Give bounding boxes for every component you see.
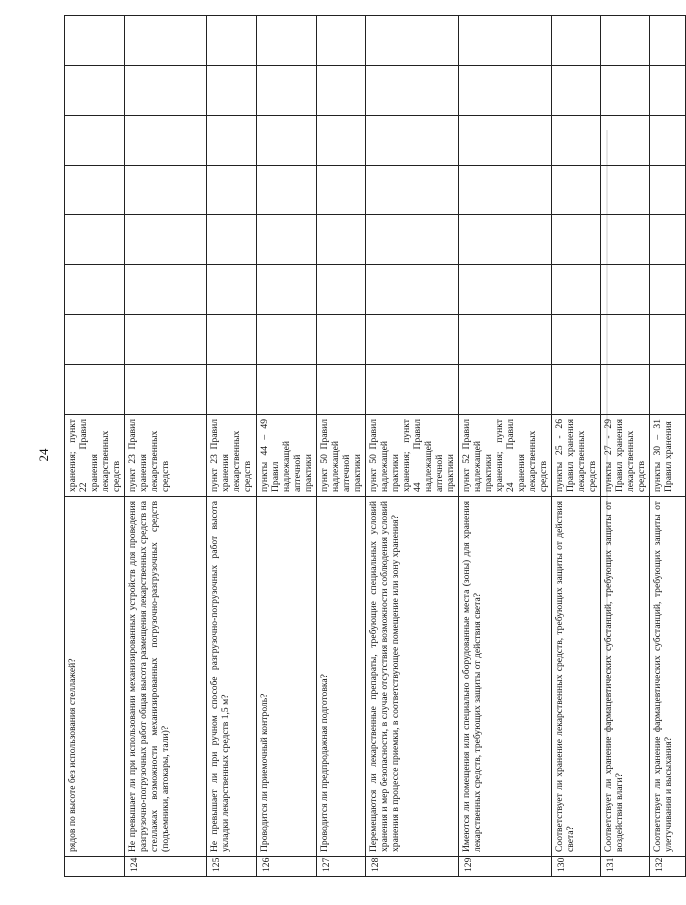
blank-cell xyxy=(366,215,459,265)
blank-cell xyxy=(257,365,317,415)
blank-cell xyxy=(65,65,125,115)
blank-cell xyxy=(552,115,601,165)
blank-cell xyxy=(125,215,207,265)
row-number: 127 xyxy=(317,857,366,877)
blank-cell xyxy=(65,16,125,66)
table-row xyxy=(207,16,257,877)
blank-cell xyxy=(317,265,366,315)
legal-reference: пункты 27 - 29 Правил хранения лекарственных средств xyxy=(601,415,650,497)
blank-cell xyxy=(459,215,552,265)
table-row xyxy=(601,16,650,877)
row-number: 125 xyxy=(207,857,257,877)
blank-cell xyxy=(125,265,207,315)
question-text: Имеются ли помещения или специально оборудованные места (зоны) для хранения лекарственных средств, требующих защиты от действия света? xyxy=(459,497,552,857)
blank-cell xyxy=(207,115,257,165)
legal-reference: пункт 52 Правил надлежащей практики хранения; пункт 24 Правил хранения лекарственных средств xyxy=(459,415,552,497)
legal-reference: хранения; пункт 22 Правил хранения лекарственных средств xyxy=(65,415,125,497)
blank-cell xyxy=(125,365,207,415)
blank-cell xyxy=(459,115,552,165)
blank-cell xyxy=(125,16,207,66)
blank-cell xyxy=(257,215,317,265)
blank-cell xyxy=(366,16,459,66)
blank-cell xyxy=(601,115,650,165)
legal-reference: пункт 50 Правил надлежащей практики хранения; пункт 44 Правил надлежащей аптечной практики xyxy=(366,415,459,497)
table-row xyxy=(317,16,366,877)
blank-cell xyxy=(317,16,366,66)
blank-cell xyxy=(366,65,459,115)
blank-cell xyxy=(207,16,257,66)
blank-cell xyxy=(459,65,552,115)
row-number: 129 xyxy=(459,857,552,877)
blank-cell xyxy=(650,65,686,115)
table-row xyxy=(257,16,317,877)
blank-cell xyxy=(125,115,207,165)
blank-cell xyxy=(552,16,601,66)
blank-cell xyxy=(257,165,317,215)
blank-cell xyxy=(459,365,552,415)
blank-cell xyxy=(317,365,366,415)
table-row xyxy=(366,16,459,877)
legal-reference: пункты 30 – 31 Правил хранения xyxy=(650,415,686,497)
blank-cell xyxy=(650,115,686,165)
blank-cell xyxy=(207,315,257,365)
blank-cell xyxy=(366,265,459,315)
legal-reference: пункт 23 Правил хранения лекарственных средств xyxy=(125,415,207,497)
blank-cell xyxy=(601,165,650,215)
table-row xyxy=(552,16,601,877)
checklist-table xyxy=(64,15,686,877)
blank-cell xyxy=(459,16,552,66)
blank-cell xyxy=(459,265,552,315)
table-row xyxy=(65,16,125,877)
blank-cell xyxy=(650,16,686,66)
blank-cell xyxy=(552,215,601,265)
blank-cell xyxy=(317,215,366,265)
question-text: рядов по высоте без использования стеллажей? xyxy=(65,497,125,857)
table-row xyxy=(459,16,552,877)
blank-cell xyxy=(650,265,686,315)
blank-cell xyxy=(366,365,459,415)
row-number: 131 xyxy=(601,857,650,877)
question-text: Перемещаются ли лекарственные препараты, требующие специальных условий хранения и мер безопасности, в случае отсутствия возможности соблюдения условий хранения в процессе приемки, в соответствующее помещение или зону хранения? xyxy=(366,497,459,857)
blank-cell xyxy=(601,365,650,415)
blank-cell xyxy=(317,315,366,365)
blank-cell xyxy=(601,65,650,115)
blank-cell xyxy=(650,315,686,365)
question-text: Проводится ли приемочный контроль? xyxy=(257,497,317,857)
blank-cell xyxy=(317,115,366,165)
blank-cell xyxy=(552,315,601,365)
blank-cell xyxy=(65,165,125,215)
row-number: 128 xyxy=(366,857,459,877)
legal-reference: пункт 23 Правил хранения лекарственных средств xyxy=(207,415,257,497)
page-number: 24 xyxy=(36,448,51,462)
blank-cell xyxy=(257,65,317,115)
row-number xyxy=(65,857,125,877)
blank-cell xyxy=(65,315,125,365)
blank-cell xyxy=(65,115,125,165)
blank-cell xyxy=(257,16,317,66)
blank-cell xyxy=(601,16,650,66)
blank-cell xyxy=(65,265,125,315)
blank-cell xyxy=(459,165,552,215)
question-text: Не превышает ли при ручном способе разгрузочно-погрузочных работ высота укладки лекарственных средств 1,5 м? xyxy=(207,497,257,857)
row-number: 124 xyxy=(125,857,207,877)
blank-cell xyxy=(552,265,601,315)
blank-cell xyxy=(317,65,366,115)
blank-cell xyxy=(650,365,686,415)
blank-cell xyxy=(257,315,317,365)
table-row xyxy=(650,16,686,877)
question-text: Соответствует ли хранение фармацевтических субстанций, требующих защиты от воздействия влаги? xyxy=(601,497,650,857)
row-number: 132 xyxy=(650,857,686,877)
blank-cell xyxy=(125,65,207,115)
blank-cell xyxy=(552,165,601,215)
blank-cell xyxy=(650,215,686,265)
blank-cell xyxy=(601,315,650,365)
blank-cell xyxy=(125,315,207,365)
blank-cell xyxy=(650,165,686,215)
blank-cell xyxy=(65,365,125,415)
blank-cell xyxy=(207,215,257,265)
blank-cell xyxy=(257,115,317,165)
blank-cell xyxy=(257,265,317,315)
blank-cell xyxy=(207,165,257,215)
blank-cell xyxy=(207,265,257,315)
question-text: Не превышает ли при использовании механизированных устройств для проведения разгрузочно-погрузочных работ общая высота размещения лекарственных средств на стеллажах возможности механизированных погрузочно-разгрузочных средств (подъемники, автокары, тали)? xyxy=(125,497,207,857)
legal-reference: пункты 25 - 26 Правил хранения лекарственных средств xyxy=(552,415,601,497)
question-text: Проводится ли предпродажная подготовка? xyxy=(317,497,366,857)
blank-cell xyxy=(601,215,650,265)
row-number: 126 xyxy=(257,857,317,877)
blank-cell xyxy=(125,165,207,215)
blank-cell xyxy=(601,265,650,315)
blank-cell xyxy=(552,365,601,415)
row-number: 130 xyxy=(552,857,601,877)
legal-reference: пункты 44 – 49 Правил надлежащей аптечной практики xyxy=(257,415,317,497)
blank-cell xyxy=(366,165,459,215)
blank-cell xyxy=(366,315,459,365)
blank-cell xyxy=(366,115,459,165)
blank-cell xyxy=(65,215,125,265)
question-text: Соответствует ли хранение лекарственных средств, требующих защиты от действия света? xyxy=(552,497,601,857)
question-text: Соответствует ли хранение фармацевтических субстанций, требующих защиты от улетучивания и высыхания? xyxy=(650,497,686,857)
blank-cell xyxy=(459,315,552,365)
table-row xyxy=(125,16,207,877)
legal-reference: пункт 50 Правил надлежащей аптечной практики xyxy=(317,415,366,497)
blank-cell xyxy=(207,65,257,115)
rotated-page xyxy=(64,15,674,877)
blank-cell xyxy=(552,65,601,115)
blank-cell xyxy=(317,165,366,215)
blank-cell xyxy=(207,365,257,415)
